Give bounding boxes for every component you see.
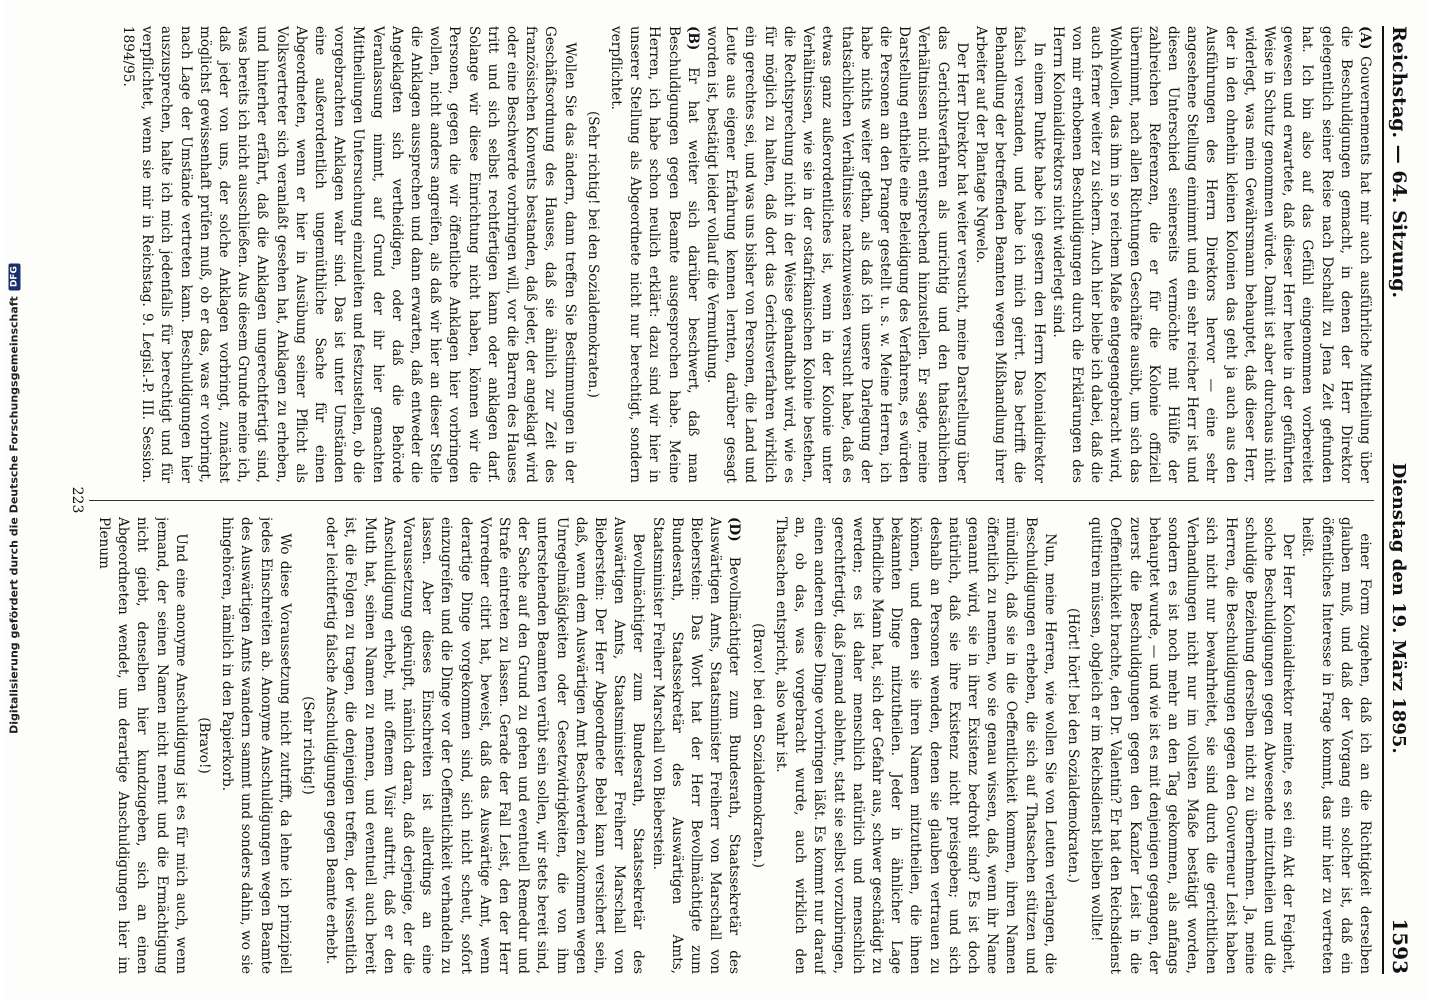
- left-column: [89, 26, 1374, 483]
- paragraph: [1297, 517, 1374, 974]
- paragraph-text: In einem Punkte habe ich gestern den Herrn Kolonialdirektor falsch verstanden, und habe ich mich geirrt. Das betrifft die Behandlung der betreffenden Beamten wegen Mißhandlung ihrer Arbeiter auf der Plantage Ngwelo.: [972, 26, 1047, 483]
- paragraph-text: Bevollmächtigter zum Bundesrath, Staatssekretär des Auswärtigen Amts, Staatsminister Freiherr von Marschall von Bieberstein: Das Wort hat der Herr Bevollmächtigte zum Bundesrath, Staatssekretär des Auswärtigen Amts, Staatsminister Freiherr Marschall von Bieberstein.: [649, 517, 743, 974]
- paragraph: [217, 517, 294, 974]
- paragraph-text: Bevollmächtigter zum Bundesrath, Staatssekretär des Auswärtigen Amts, Staatsminister Freiherr Marschall von Bieberstein: Der Herr Abgeordnete Bebel kann versichert sein, daß, wenn dem Auswärtigen Amt Beschwerden zukommen wegen Unregelmäßigkeiten oder Gesetzwidrigkeiten, die von ihm unterstehenden Beamten verübt sein sollen, wir stets bereit sind, der Sache auf den Grund zu gehen und eventuell Remedur und Strafe eintreten zu lassen. Gerade der Fall Leist, den der Herr Vorredner citirt hat, beweist, daß das Auswärtige Amt, wenn derartige Dinge vorgekommen sind, sich nicht scheut, sofort einzugreifen und die Dinge vor der Oeffentlichkeit verhandeln zu lassen. Aber dieses Einschreiten ist allerdings an eine Voraussetzung geknüpft, nämlich daran, daß derjenige, der die Anschuldigung erhebt, mit offenem Visir auftritt, daß er den Muth hat, seinen Namen zu nennen, und eventuell auch bereit ist, die Folgen zu tragen, die denjenigen treffen, der wissentlich oder leichtfertig falsche Anschuldigungen gegen Beamte erhebt.: [323, 517, 647, 974]
- interjection: (Bravo! bei den Sozialdemokraten.): [749, 623, 766, 868]
- margin-marker: (D): [726, 517, 743, 542]
- paragraph-text: Und eine anonyme Anschuldigung ist es für mich auch, wenn jemand, der seinen Namen nicht nennt und die Ermächtigung nicht giebt, denselben hier kundzugeben, sich an einen Abgeordneten wendet, um derartige Anschuldigungen hier im Plenum: [96, 517, 189, 974]
- paragraph-text: Wo diese Voraussetzung nicht zutrifft, da lehne ich prinzipiell jedes Einschreiten ab. Anonyme Anschuldigungen wegen Beamte des Auswärtigen Amts wandern sammt und sonders dahin, wo sie hingehören, nämlich in den Papierkorb.: [219, 517, 293, 974]
- paragraph-text: Nun, meine Herren, wie wollen Sie von Leuten verlangen, die Beschuldigungen erheben, die sich auf Thatsachen stützen und mündlich, daß sie in die Oeffentlichkeit kommen, ihren Namen öffentlich zu nennen, wo sie genau wissen, daß, wenn ihr Name genannt wird, sie in ihrer Existenz bedroht sind? Es ist doch natürlich, daß sie ihre Existenz nicht preisgeben; und sich deshalb an Personen wenden, denen sie glauben vertrauen zu können, und denen sie ihren Namen mitzutheilen, die ihnen bekannten Dinge mitzutheilen. Jeder in ähnlicher Lage befindliche Mann hat, sich der Gefahr aus, schwer geschädigt zu werden; es ist daher menschlich natürlich und menschlich gerechtfertigt, daß jemand ablehnt, statt sie selbst vorzubringen, einen anderen diese Dinge vorbringen läßt. Es kommt nur darauf an, ob das, was vorgebracht wurde, auch wirklich den Thatsachen entspricht, also wahr ist.: [772, 517, 1058, 974]
- margin-marker: (B): [684, 26, 701, 51]
- interjection: (Sehr richtig!): [300, 696, 317, 795]
- text-columns: [89, 26, 1374, 974]
- paragraph: [1086, 517, 1297, 974]
- paragraph: [1048, 26, 1374, 483]
- header-left-title: Reichstag. — 64. Sitzung.: [1388, 26, 1410, 299]
- page-bottom-number: 223: [69, 486, 85, 514]
- interjection: (Sehr richtig! bei den Sozialdemokraten.): [584, 111, 601, 398]
- paragraph: [771, 517, 1059, 974]
- paragraph-text: Er hat weiter sich darüber beschwert, daß man Beschuldigungen gegen Beamte ausgesprochen habe. Meine Herren, ich habe schon neulich erklärt: dazu sind wir hier in unserer Stellung als Abgeordnete nicht nur berechtigt, sondern verpflichtet.: [608, 26, 701, 483]
- paragraph: [647, 517, 743, 974]
- paragraph: [971, 26, 1048, 483]
- paragraph: [702, 26, 971, 483]
- paragraph: [94, 517, 190, 974]
- paragraph-text: Der Herr Kolonialdirektor meinte, es sei ein Akt der Feigheit, solche Beschuldigungen gegen Abwesende mitzutheilen und die schuldige Beziehung derselben nicht zu übernehmen. Ja, meine Herren, die Beschuldigungen gegen den Gouverneur Leist haben sich nicht nur bewahrheitet, sie sind durch die gerichtlichen Verhandlungen nicht nur im vollsten Maße bestätigt worden, sondern es ist noch mehr an den Tag gekommen, als anfangs behauptet wurde, — und wie ist es mit denjenigen gegangen, der zuerst die Beschuldigungen gegen den Kanzler Leist in die Oeffentlichkeit brachte, den Dr. Valentin? Er hat den Reichsdienst quittiren müssen, obgleich er im Reichsdienst bleiben wollte!: [1088, 517, 1297, 974]
- paragraph: [118, 26, 579, 483]
- margin-marker: (A): [1357, 26, 1373, 50]
- paragraph: [606, 26, 702, 483]
- paragraph-text: Wollen Sie das ändern, dann treffen Sie Bestimmungen in der Geschäftsordnung des Hauses, daß sie ähnlich zur Zeit des französischen Konvents bestanden, daß jeder, der angeklagt wird oder eine Beschwerde vorbringen will, vor die Barren des Hauses tritt und sich selbst rechtfertigen kann oder anklagen darf. Solange wir diese Einrichtung nicht haben, können wir die Personen, gegen die wir öffentliche Anklagen hier vorbringen wollen, nicht anders angreifen, als daß wir hier an dieser Stelle die Anklagen aussprechen und dann erwarten, daß entweder die Angeklagten sich vertheidigen, oder daß die Behörde Veranlassung nimmt, auf Grund der ihr hier gemachten Mittheilungen Untersuchung einzuleiten und festzustellen, ob die vorgebrachten Anklagen wahr sind. Das ist unter Umständen eine außerordentlich ungemüthliche Sache für einen Abgeordneten, wenn er hier in Ausübung seiner Pflicht als Volksvertreter sich veranlaßt gesehen hat, Anklagen zu erheben, und hinterher erfährt, daß die Anklagen ungerechtfertigt sind, was bereits ich nicht ausschließen. Aus diesem Grunde meine ich, daß jeder von uns, der solche Anklagen vorbringt, zunächst möglichst gewissenhaft prüfen muß, ob er das, was er vorbringt, nach Lage der Umstände vertreten kann. Beschuldigungen hier auszusprechen, halte ich mich jedenfalls für berechtigt und für verpflichtet, wenn sie mir in Reichstag. 9. Legisl.-P. III. Session. 1894/95.: [120, 26, 578, 483]
- right-column: [89, 517, 1374, 974]
- paragraph: [321, 517, 647, 974]
- header-page-number: 1593: [1388, 918, 1412, 974]
- interjection: (Hört! hört! bei den Sozialdemokraten.): [1064, 607, 1081, 883]
- interjection: (Bravo!): [196, 717, 213, 774]
- paragraph-text: Der Herr Direktor hat weiter versucht, meine Darstellung über das Gerichtsverfahren als unrichtig und den thatsächlichen Verhältnissen nicht entsprechend hinzustellen. Er sagte, meine Darstellung enthielte eine Beleidigung des Verfahrens, es würden die Personen an den Pranger gestellt u. s. w. Meine Herren, ich habe nichts weiter gethan, als daß ich unsere Darlegung der thatsächlichen Verhältnisse nachzuweisen versucht habe, daß es etwas ganz außerordentliches ist, wenn in der Kolonie unter Verhältnissen, wie sie in der ostafrikanischen Kolonie bestehen, die Rechtsprechung nicht in der Weise gehandhabt wird, wie es für möglich zu halten, daß dort das Gerichtsverfahren wirklich ein gerechtes sei, und was uns bisher von Personen, die Land und Leute aus eigener Erfahrung kennen lernten, darüber gesagt worden ist, bestätigt leider vollauf die Vermuthung.: [704, 26, 970, 483]
- dfg-credit-line: [8, 0, 21, 999]
- page-header: [1382, 26, 1412, 974]
- paragraph-text: einer Form zugehen, daß ich an die Richtigkeit derselben glauben muß, und daß der Vorgang ein solcher ist, daß ein öffentliches Interesse in Frage kommt, das mir hier zu vertreten heißt.: [1299, 517, 1373, 974]
- rotated-document-page: [6, 0, 1426, 1000]
- paragraph-text: Gouvernements hat mir auch ausführliche Mittheilung über die Beschuldigungen gemacht, in denen der Herr Direktor gelegentlich seiner Reise nach Dschallt zu Jena Zeit gefunden hat. Ich bin also auf das Gefühl eingenommen vorbereitet gewesen und erwartete, daß dieser Herr heute in der geführten Weise in Schutz genommen würde. Damit ist aber durchaus nicht widerlegt, was mein Gewährsmann behauptet, daß dieser Herr, der in den ohnehin kleinen Kolonien das geht ja auch aus den Ausführungen des Herrn Direktors hervor — eine sehr angesehene Stellung einnimmt und ein sehr reicher Herr ist und diesen Unterschied seinerseits vermöchte mit Hülfe der zahlreichen Referenzen, die er für die Kolonie offiziell übernimmt, nach allen Richtungen Geschäfte ausübt, um sich das Wohlwollen, das ihm in so reichem Maße entgegengebracht wird, auch ferner weiter zu sichern. Auch hier bleibe ich dabei, daß die von mir erhobenen Beschuldigungen durch die Erklärungen des Herrn Kolonialdirektors nicht widerlegt sind.: [1049, 26, 1373, 483]
- credit-text: Digitalisierung gefördert durch die Deutsche Forschungsgemeinschaft: [7, 296, 21, 734]
- dfg-logo: DFG: [8, 263, 20, 290]
- header-date: Dienstag den 19. März 1895.: [1388, 462, 1409, 754]
